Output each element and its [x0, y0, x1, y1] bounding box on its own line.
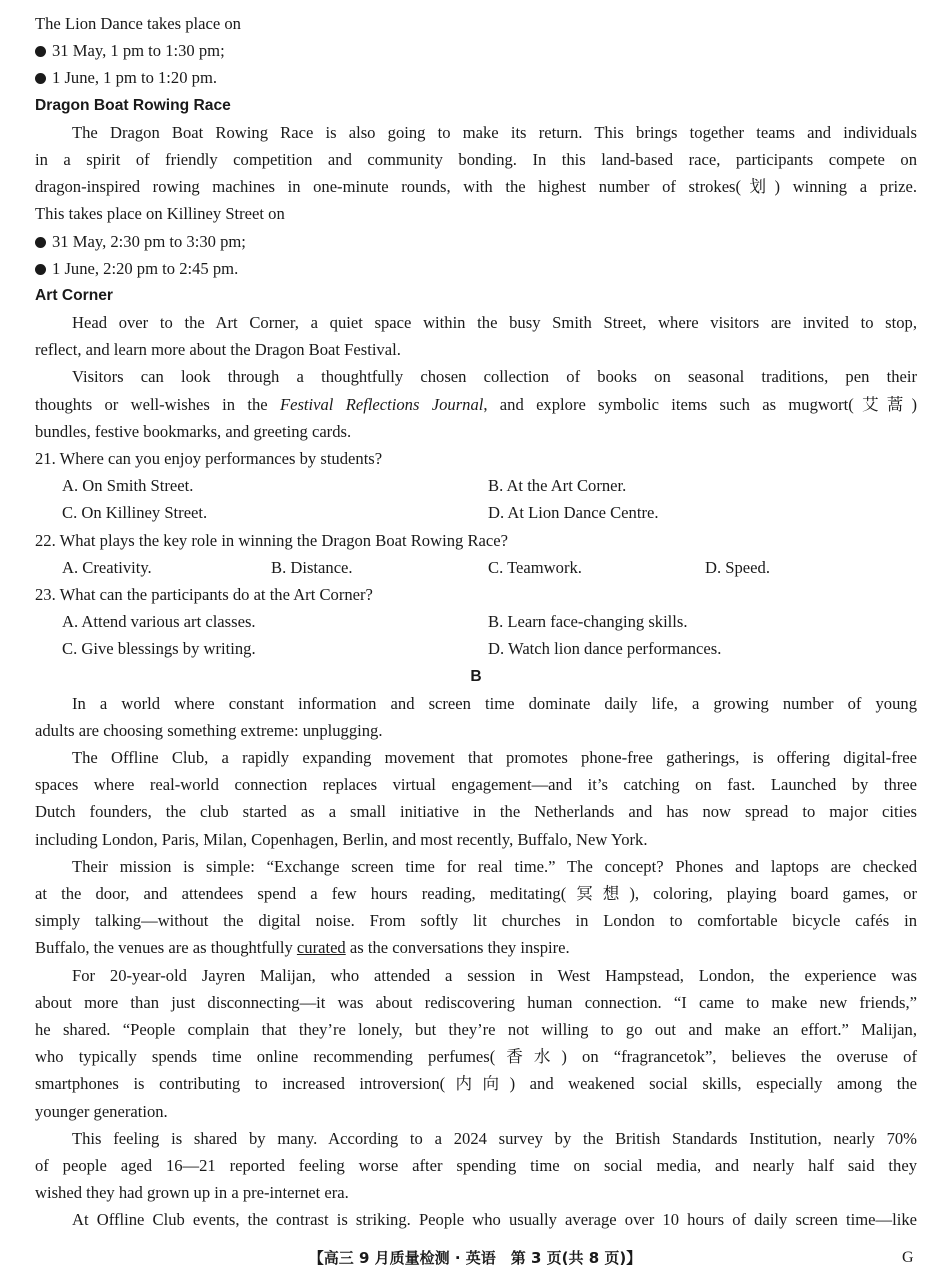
paragraph-line: thoughts or well-wishes in the Festival Reflections Journal, and explore symbolic items such as mugwort(艾蒿)	[35, 394, 917, 414]
section-heading-art-corner: Art Corner	[35, 286, 113, 304]
paragraph-line: younger generation.	[35, 1101, 168, 1121]
question-stem: 22. What plays the key role in winning the Dragon Boat Rowing Race?	[35, 530, 508, 550]
option-row	[35, 499, 917, 526]
option-row	[35, 554, 917, 581]
paragraph-line: Buffalo, the venues are as thoughtfully curated as the conversations they inspire.	[35, 938, 570, 958]
paragraph-line: Head over to the Art Corner, a quiet space within the busy Smith Street, where visitors are invited to stop,	[72, 313, 917, 333]
option-c: C. On Killiney Street.	[62, 503, 208, 523]
option-c: C. Teamwork.	[488, 557, 582, 577]
paragraph-line: who typically spends time online recommending perfumes(香水) on “fragrancetok”, believes the overuse of	[35, 1047, 917, 1067]
option-b: B. At the Art Corner.	[488, 476, 627, 496]
lion-dance-intro: The Lion Dance takes place on	[35, 14, 241, 33]
paragraph-line: at the door, and attendees spend a few hours reading, meditating(冥想), coloring, playing board games, or	[35, 884, 917, 903]
paragraph-line: smartphones is contributing to increased introversion(内向) and weakened social skills, especially among the	[35, 1074, 917, 1094]
paragraph-line: Dutch founders, the club started as a small initiative in the Netherlands and has now spread to major cities	[35, 802, 917, 822]
paragraph-line: bundles, festive bookmarks, and greeting cards.	[35, 421, 352, 441]
bullet-icon	[35, 237, 46, 248]
option-a: A. Creativity.	[62, 557, 152, 577]
paragraph-line: dragon-inspired rowing machines in one-minute rounds, with the highest number of strokes(划) winning a prize.	[35, 177, 917, 197]
option-row	[35, 608, 917, 635]
option-d: D. Watch lion dance performances.	[488, 639, 722, 659]
paragraph-line: including London, Paris, Milan, Copenhagen, Berlin, and most recently, Buffalo, New York.	[35, 829, 648, 849]
option-c: C. Give blessings by writing.	[62, 639, 256, 659]
section-label-b: B	[470, 667, 482, 685]
paragraph-line: Visitors can look through a thoughtfully chosen collection of books on seasonal traditions, pen their	[72, 367, 917, 387]
option-row	[35, 472, 917, 499]
bullet-item: 31 May, 2:30 pm to 3:30 pm;	[35, 228, 917, 255]
question-stem: 23. What can the participants do at the Art Corner?	[35, 584, 373, 604]
paragraph-line: Their mission is simple: “Exchange screen time for real time.” The concept? Phones and laptops are checked	[72, 856, 917, 876]
option-a: A. On Smith Street.	[62, 476, 194, 496]
paragraph-line: he shared. “People complain that they’re lonely, but they’re not willing to go out and make an effort.” Malijan,	[35, 1019, 917, 1039]
footer-code: G	[902, 1249, 914, 1266]
bullet-icon	[35, 46, 46, 57]
bullet-item: 1 June, 1 pm to 1:20 pm.	[35, 64, 917, 91]
bullet-icon	[35, 264, 46, 275]
bullet-icon	[35, 73, 46, 84]
dragon-boat-intro: This takes place on Killiney Street on	[35, 204, 285, 224]
paragraph-line: in a spirit of friendly competition and community bonding. In this land-based race, participants compete on	[35, 149, 917, 169]
paragraph-line: reflect, and learn more about the Dragon Boat Festival.	[35, 340, 401, 360]
paragraph-line: This feeling is shared by many. According to a 2024 survey by the British Standards Institution, nearly 70%	[72, 1128, 917, 1148]
option-a: A. Attend various art classes.	[62, 612, 256, 632]
paragraph-line: simply talking—without the digital noise. From softly lit churches in London to comfortable bicycle cafés in	[35, 911, 917, 931]
paragraph-line: The Dragon Boat Rowing Race is also going to make its return. This brings together teams and individuals	[72, 122, 917, 142]
section-heading-dragon-boat: Dragon Boat Rowing Race	[35, 96, 231, 114]
paragraph-line: wished they had grown up in a pre-internet era.	[35, 1183, 349, 1203]
paragraph-line: adults are choosing something extreme: unplugging.	[35, 720, 383, 740]
paragraph-line: spaces where real-world connection replaces virtual engagement—and it’s catching on fast. Launched by three	[35, 775, 917, 795]
paragraph-line: about more than just disconnecting—it was about rediscovering human connection. “I came to make new friends,”	[35, 992, 917, 1012]
option-b: B. Learn face-changing skills.	[488, 612, 688, 632]
page-footer	[0, 1245, 950, 1271]
document-page	[35, 10, 917, 1233]
option-d: D. Speed.	[705, 557, 770, 577]
paragraph-line: of people aged 16—21 reported feeling worse after spending time on social media, and nearly half said they	[35, 1155, 917, 1175]
paragraph-line: In a world where constant information and screen time dominate daily life, a growing number of young	[72, 693, 917, 713]
option-d: D. At Lion Dance Centre.	[488, 503, 659, 523]
question-stem: 21. Where can you enjoy performances by students?	[35, 449, 383, 468]
bullet-item: 31 May, 1 pm to 1:30 pm;	[35, 37, 917, 64]
option-b: B. Distance.	[271, 557, 353, 577]
journal-title: Festival Reflections Journal	[279, 394, 484, 414]
option-row	[35, 635, 917, 662]
paragraph-line: For 20-year-old Jayren Malijan, who attended a session in West Hampstead, London, the experience was	[72, 965, 917, 985]
underlined-word: curated	[296, 938, 346, 958]
paragraph-line: At Offline Club events, the contrast is striking. People who usually average over 10 hours of daily screen time—like	[72, 1210, 917, 1230]
footer-title: 【高三 9 月质量检测 · 英语 第 3 页(共 8 页)】	[308, 1249, 642, 1267]
bullet-item: 1 June, 2:20 pm to 2:45 pm.	[35, 255, 917, 282]
paragraph-line: The Offline Club, a rapidly expanding movement that promotes phone-free gatherings, is offering digital-free	[72, 748, 917, 768]
